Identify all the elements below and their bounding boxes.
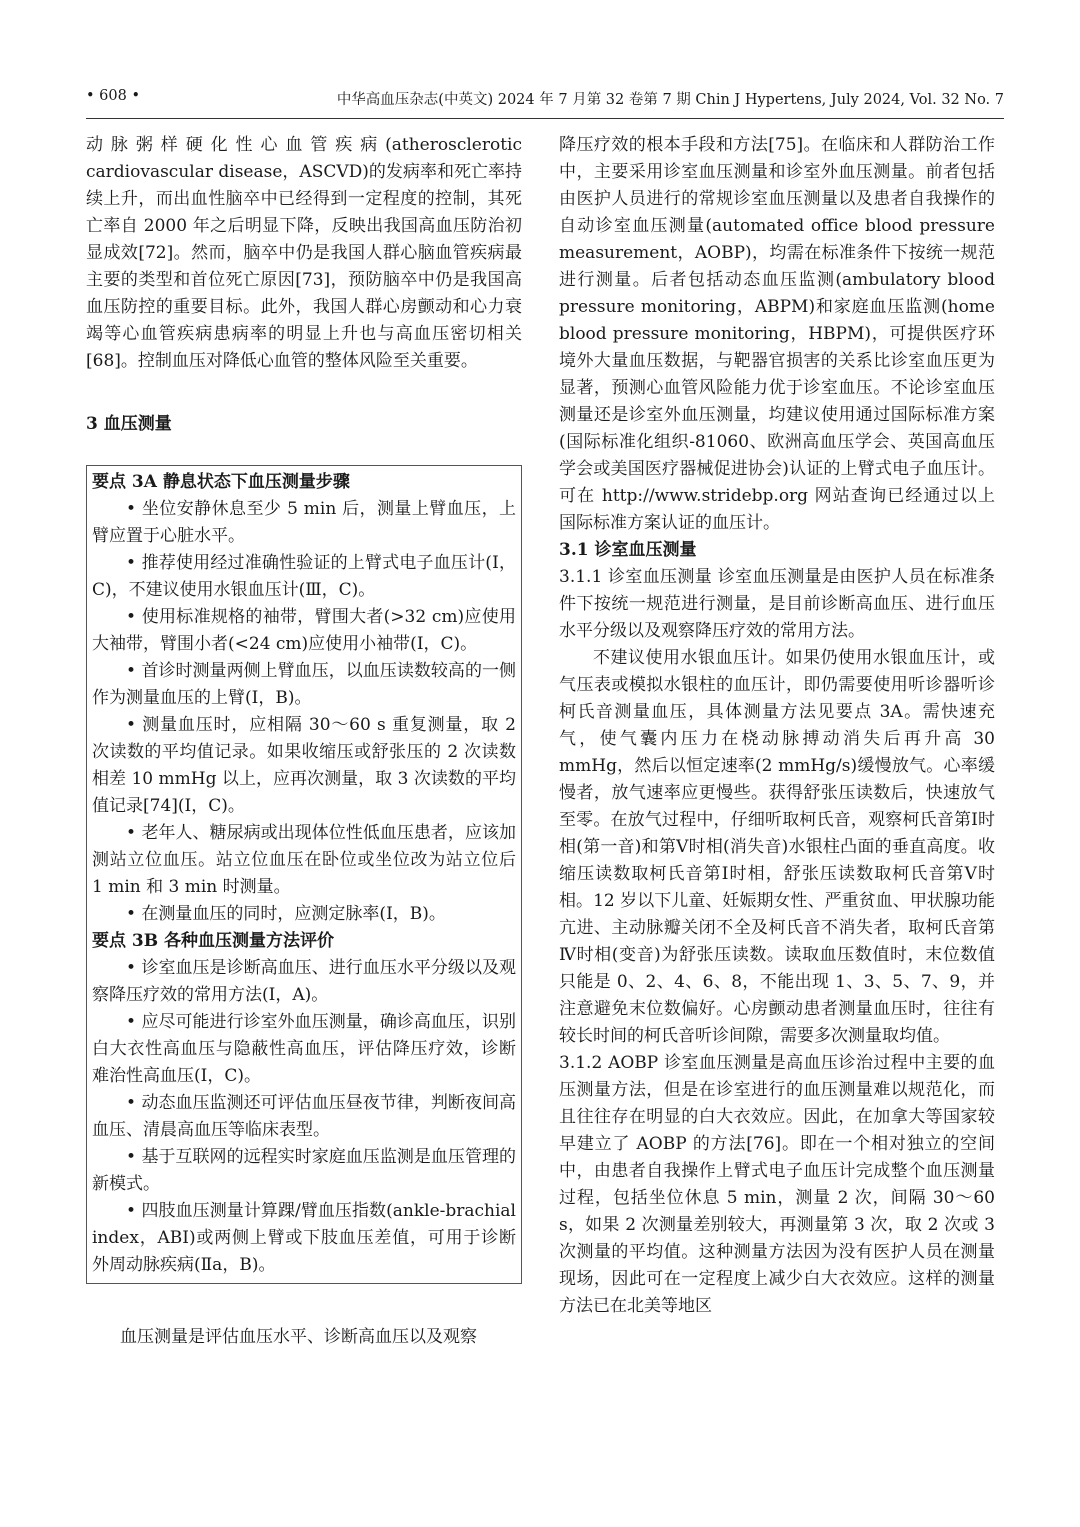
key-point-bullet: • 推荐使用经过准确性验证的上臂式电子血压计(Ⅰ，C)，不建议使用水银血压计(Ⅲ，C)。	[92, 553, 516, 600]
key-point-bullet: • 测量血压时，应相隔 30～60 s 重复测量，取 2 次读数的平均值记录。如果收缩压或舒张压的 2 次读数相差 10 mmHg 以上，应再次测量，取 3 次读数的平均值记录[74](Ⅰ，C)。	[92, 715, 516, 816]
body-paragraph: 3.1.2 AOBP 诊室血压测量是高血压诊治过程中主要的血压测量方法，但是在诊室进行的血压测量难以规范化，而且往往存在明显的白大衣效应。因此，在加拿大等国家较早建立了 AOBP 的方法[76]。即在一个相对独立的空间中，由患者自我操作上臂式电子血压计完成整个血压测量过程，包括坐位休息 5 min，测量 2 次，间隔 30～60 s，如果 2 次测量差别较大，再测量第 3 次，取 2 次或 3 次测量的平均值。这种测量方法因为没有医护人员在测量现场，因此可在一定程度上减少白大衣效应。这样的测量方法已在北美等地区	[559, 1053, 995, 1316]
key-point-bullet: • 使用标准规格的袖带，臂围大者(>32 cm)应使用大袖带，臂围小者(<24 cm)应使用小袖带(Ⅰ，C)。	[92, 607, 516, 654]
key-point-bullet: • 首诊时测量两侧上臂血压，以血压读数较高的一侧作为测量血压的上臂(Ⅰ，B)。	[92, 661, 516, 708]
key-point-bullet: • 坐位安静休息至少 5 min 后，测量上臂血压，上臂应置于心脏水平。	[92, 499, 516, 546]
key-point-bullet: • 应尽可能进行诊室外血压测量，确诊高血压，识别白大衣性高血压与隐蔽性高血压，评估降压疗效，诊断难治性高血压(Ⅰ，C)。	[92, 1012, 516, 1086]
header-rule	[86, 118, 1004, 119]
journal-info: 中华高血压杂志(中英文) 2024 年 7 月第 32 卷第 7 期 Chin J Hypertens, July 2024, Vol. 32 No. 7	[336, 92, 1004, 108]
key-points-box	[86, 465, 522, 1284]
key-point-bullet: • 诊室血压是诊断高血压、进行血压水平分级以及观察降压疗效的常用方法(Ⅰ，A)。	[92, 958, 516, 1005]
page-number: • 608 •	[86, 88, 140, 104]
key-point-3a-title: 要点 3A 静息状态下血压测量步骤	[92, 472, 350, 492]
body-paragraph: 降压疗效的根本手段和方法[75]。在临床和人群防治工作中，主要采用诊室血压测量和诊室外血压测量。前者包括由医护人员进行的常规诊室血压测量以及患者自我操作的自动诊室血压测量(automated office blood pressure measurement，AOBP)，均需在标准条件下按统一规范进行测量。后者包括动态血压监测(ambulatory blood pressure monitoring，ABPM)和家庭血压监测(home blood pressure monitoring，HBPM)，可提供医疗环境外大量血压数据，与靶器官损害的关系比诊室血压更为显著，预测心血管风险能力优于诊室血压。不论诊室血压测量还是诊室外血压测量，均建议使用通过国际标准方案(国际标准化组织-81060、欧洲高血压学会、英国高血压学会或美国医疗器械促进协会)认证的上臂式电子血压计。可在 http://www.stridebp.org 网站查询已经通过以上国际标准方案认证的血压计。	[559, 135, 995, 533]
key-point-3b-title: 要点 3B 各种血压测量方法评价	[92, 931, 335, 951]
running-header	[86, 88, 1004, 114]
intro-paragraph: 动脉粥样硬化性心血管疾病(atherosclerotic cardiovascular disease，ASCVD)的发病率和死亡率持续上升，而出血性脑卒中已经得到一定程度的控制，其死亡率自 2000 年之后明显下降，反映出我国高血压防治初显成效[72]。然而，脑卒中仍是我国人群心脑血管疾病最主要的类型和首位死亡原因[73]，预防脑卒中仍是我国高血压防控的重要目标。此外，我国人群心房颤动和心力衰竭等心血管疾病患病率的明显上升也与高血压密切相关[68]。控制血压对降低心血管的整体风险至关重要。	[86, 135, 522, 371]
section-heading: 3 血压测量	[86, 414, 172, 434]
key-point-bullet: • 基于互联网的远程实时家庭血压监测是血压管理的新模式。	[92, 1147, 516, 1194]
body-paragraph: 3.1.1 诊室血压测量 诊室血压测量是由医护人员在标准条件下按统一规范进行测量，是目前诊断高血压、进行血压水平分级以及观察降压疗效的常用方法。	[559, 567, 995, 641]
key-point-bullet: • 老年人、糖尿病或出现体位性低血压患者，应该加测站立位血压。站立位血压在卧位或坐位改为站立位后 1 min 和 3 min 时测量。	[92, 823, 516, 897]
body-paragraph: 血压测量是评估血压水平、诊断高血压以及观察	[120, 1327, 477, 1347]
key-point-bullet: • 动态血压监测还可评估血压昼夜节律，判断夜间高血压、清晨高血压等临床表型。	[92, 1093, 516, 1140]
left-column	[86, 132, 522, 1351]
subsection-heading: 3.1 诊室血压测量	[559, 540, 697, 560]
key-point-bullet: • 在测量血压的同时，应测定脉率(Ⅰ，B)。	[126, 904, 446, 924]
right-column	[559, 132, 995, 1320]
body-paragraph: 不建议使用水银血压计。如果仍使用水银血压计，或气压表或模拟水银柱的血压计，即仍需要使用听诊器听诊柯氏音测量血压，具体测量方法见要点 3A。需快速充气，使气囊内压力在桡动脉搏动消失后再升高 30 mmHg，然后以恒定速率(2 mmHg/s)缓慢放气。心率缓慢者，放气速率应更慢些。获得舒张压读数后，快速放气至零。在放气过程中，仔细听取柯氏音，观察柯氏音第Ⅰ时相(第一音)和第Ⅴ时相(消失音)水银柱凸面的垂直高度。收缩压读数取柯氏音第Ⅰ时相，舒张压读数取柯氏音第Ⅴ时相。12 岁以下儿童、妊娠期女性、严重贫血、甲状腺功能亢进、主动脉瓣关闭不全及柯氏音不消失者，取柯氏音第Ⅳ时相(变音)为舒张压读数。读取血压数值时，末位数值只能是 0、2、4、6、8，不能出现 1、3、5、7、9，并注意避免末位数偏好。心房颤动患者测量血压时，往往有较长时间的柯氏音听诊间隙，需要多次测量取均值。	[559, 648, 995, 1046]
key-point-bullet: • 四肢血压测量计算踝/臂血压指数(ankle-brachial index，ABI)或两侧上臂或下肢血压差值，可用于诊断外周动脉疾病(Ⅱa，B)。	[92, 1201, 516, 1275]
